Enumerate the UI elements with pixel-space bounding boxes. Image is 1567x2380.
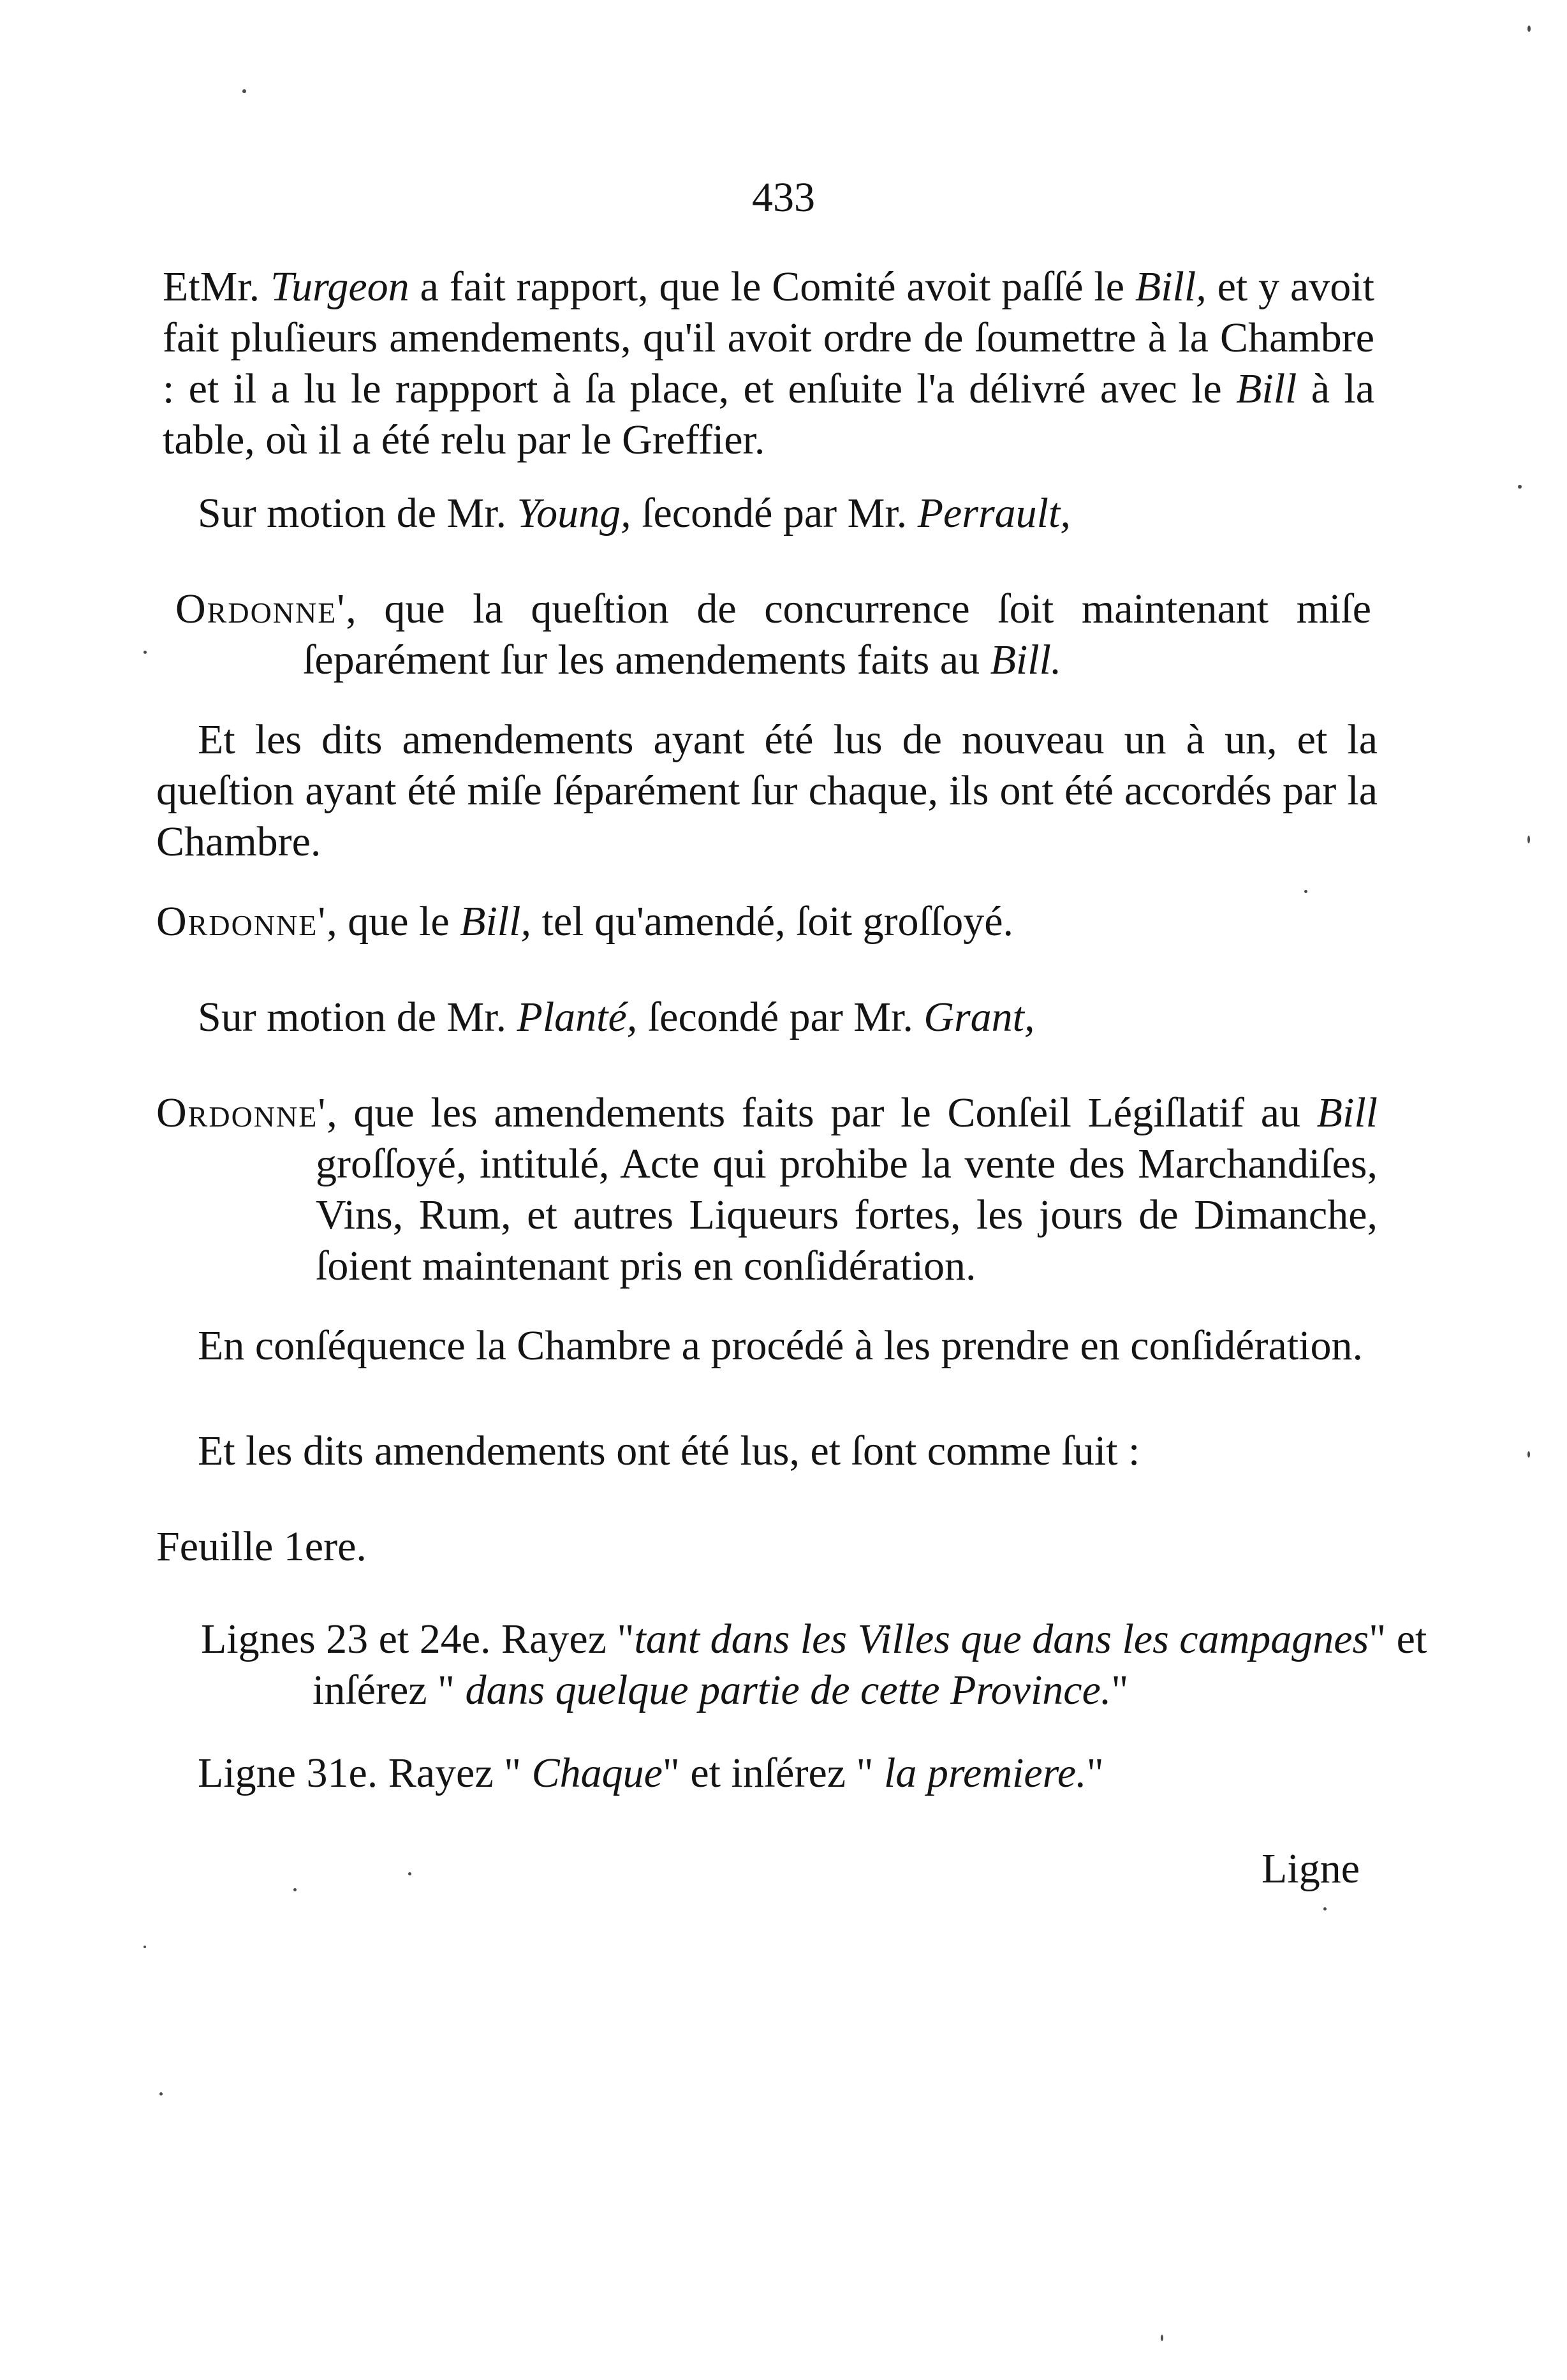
text-run: EtMr. <box>163 263 271 310</box>
text-run: , que le <box>327 898 460 945</box>
small-caps-run: Ordonne' <box>156 898 327 945</box>
text-run: " <box>1111 1667 1129 1713</box>
scan-speck <box>1527 26 1531 32</box>
paragraph-motion-young <box>198 488 1378 539</box>
italic-run: Turgeon <box>270 263 409 310</box>
paragraph-motion-plante <box>198 992 1378 1043</box>
text-run: , que la queſtion de concurrence ſoit maintenant miſe ſeparément ſur les amendements faits au <box>303 586 1371 683</box>
scan-speck <box>293 1888 297 1891</box>
text-run: Et les dits amendements ont été lus, et ſont comme ſuit : <box>198 1428 1140 1474</box>
paragraph-ordonne-conseil <box>156 1088 1378 1292</box>
paragraph-rapport <box>163 262 1374 466</box>
paragraph-ligne-31 <box>198 1748 1378 1799</box>
scan-speck <box>1518 485 1522 489</box>
text-run: tel qu'amendé, ſoit groſſoyé. <box>531 898 1014 945</box>
italic-run: Bill <box>1236 366 1297 412</box>
italic-run: Bill, <box>1135 263 1207 310</box>
text-run: " et inſérez " <box>313 1616 1427 1713</box>
paragraph-amendements-accordes <box>156 714 1378 868</box>
scan-speck <box>1161 2335 1163 2341</box>
small-caps-run: Ordonne' <box>175 586 346 632</box>
small-caps-run: Ordonne' <box>156 1090 327 1136</box>
scan-speck <box>1304 890 1307 893</box>
text-run: Sur motion de Mr. <box>198 994 517 1040</box>
italic-run: Grant, <box>923 994 1035 1040</box>
paragraph-consequence <box>198 1320 1378 1371</box>
scan-speck <box>408 1872 411 1875</box>
text-run: " <box>1086 1750 1104 1796</box>
scan-speck <box>1527 1451 1530 1458</box>
scan-speck <box>242 89 246 93</box>
text-run: et y avoit fait pluſieurs amendements, qu'il avoit ordre de ſoumettre à la Chambre : et il a lu le rappport à ſa place, et enſuite l'a délivré avec le <box>163 263 1374 412</box>
text-run: groſſoyé, intitulé, Acte qui prohibe la vente des Marchandiſes, Vins, Rum, et autres Liqueurs fortes, les jours de Dimanche, ſoient maintenant pris en conſidération. <box>316 1141 1378 1289</box>
paragraph-feuille <box>156 1521 794 1572</box>
text-run: ſecondé par Mr. <box>631 490 918 536</box>
text-run: Feuille 1ere. <box>156 1523 367 1570</box>
italic-run: la premiere. <box>883 1750 1087 1796</box>
text-run: ſecondé par Mr. <box>637 994 924 1040</box>
text-run: à la table, où il a été relu par le Greffier. <box>163 366 1374 463</box>
italic-run: Chaque <box>531 1750 663 1796</box>
scan-speck <box>143 1946 146 1948</box>
italic-run: Bill <box>1316 1090 1378 1136</box>
paragraph-ordonne-concurrence <box>156 584 1371 686</box>
paragraph-ordonne-grossoye <box>156 896 1368 947</box>
paragraph-amendements-lus <box>198 1426 1378 1477</box>
text-run: , que les amendements faits par le Conſeil Légiſlatif au <box>327 1090 1317 1136</box>
italic-run: dans quelque partie de cette Province. <box>465 1667 1112 1713</box>
page-number: 433 <box>752 174 815 221</box>
text-run: En conſéquence la Chambre a procédé à les prendre en conſidération. <box>198 1322 1363 1369</box>
text-run: Et les dits amendements ayant été lus de nouveau un à un, et la queſtion ayant été miſe ſéparément ſur chaque, ils ont été accordés par la Chambre. <box>156 716 1378 865</box>
text-run: " et inſérez " <box>662 1750 884 1796</box>
italic-run: Planté, <box>517 994 638 1040</box>
italic-run: tant dans les Villes que dans les campagnes <box>634 1616 1369 1662</box>
italic-run: Bill, <box>460 898 531 945</box>
italic-run: Bill. <box>990 637 1062 683</box>
scan-speck <box>1323 1907 1327 1911</box>
text-run: Sur motion de Mr. <box>198 490 517 536</box>
text-run: a fait rapport, que le Comité avoit paſſé le <box>409 263 1135 310</box>
paragraph-lignes-23-24 <box>201 1614 1534 1716</box>
italic-run: Young, <box>517 490 631 536</box>
text-run: Lignes 23 et 24e. Rayez " <box>201 1616 635 1662</box>
scan-speck <box>159 2092 163 2095</box>
scan-speck <box>1527 836 1530 843</box>
text-run: Ligne 31e. Rayez " <box>198 1750 532 1796</box>
italic-run: Perrault, <box>917 490 1071 536</box>
scan-speck <box>143 651 147 654</box>
catchword: Ligne <box>1262 1845 1360 1892</box>
